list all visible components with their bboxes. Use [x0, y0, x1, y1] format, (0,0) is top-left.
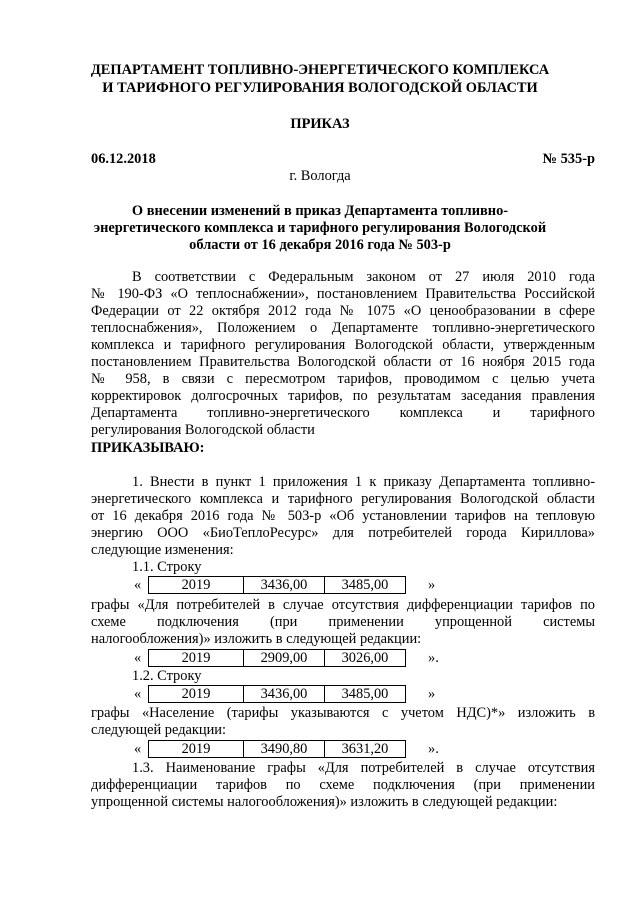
- tariff-value-cell: 3631,20: [325, 741, 406, 758]
- quote-open: «: [134, 741, 142, 757]
- item-1-line: 1. Внести в пункт 1 приложения 1 к приказу Департамента топливно-: [132, 474, 595, 490]
- tariff-value-cell: 3436,00: [244, 686, 325, 703]
- tariff-row-after-1-1: [148, 649, 406, 667]
- quote-close: ».: [428, 741, 439, 757]
- sub-1-3-line: упрощенной системы налогообложения)» изложить в следующей редакции:: [91, 794, 558, 810]
- sub-1-1-text-line: графы «Для потребителей в случае отсутствия дифференциации тарифов по: [91, 597, 595, 613]
- preamble-line: Федерации от 22 октября 2012 года № 1075 «О ценообразовании в сфере: [91, 303, 595, 319]
- preamble-line: Департамента топливно-энергетического комплекса и тарифного: [91, 405, 595, 421]
- title-line-1: О внесении изменений в приказ Департамента топливно-: [131, 203, 509, 219]
- tariff-value-cell: 2909,00: [244, 650, 325, 667]
- tariff-row-before-1-2: [148, 685, 406, 703]
- tariff-year-cell: 2019: [149, 650, 244, 667]
- document-date: 06.12.2018: [91, 151, 156, 167]
- preamble-line: № 190-ФЗ «О теплоснабжении», постановлением Правительства Российской: [91, 286, 595, 302]
- title-line-3: области от 16 декабря 2016 года № 503-р: [189, 237, 451, 253]
- tariff-year-cell: 2019: [149, 577, 244, 594]
- tariff-value-cell: 3026,00: [325, 650, 406, 667]
- tariff-value-cell: 3490,80: [244, 741, 325, 758]
- preamble-line: В соответствии с Федеральным законом от 27 июля 2010 года: [132, 269, 595, 285]
- tariff-row-before-1-1: [148, 576, 406, 594]
- tariff-year-cell: 2019: [149, 686, 244, 703]
- preamble-line: регулирования Вологодской области: [91, 422, 315, 438]
- tariff-value-cell: 3485,00: [325, 686, 406, 703]
- item-1-line: энергетического комплекса и тарифного регулирования Вологодской области: [91, 491, 595, 507]
- quote-open: «: [134, 577, 142, 593]
- department-name-line-1: ДЕПАРТАМЕНТ ТОПЛИВНО-ЭНЕРГЕТИЧЕСКОГО КОМПЛЕКСА: [90, 62, 550, 78]
- title-line-2: энергетического комплекса и тарифного регулирования Вологодской: [93, 220, 547, 236]
- quote-open: «: [134, 650, 142, 666]
- sub-1-2-text-line: графы «Население (тарифы указываются с учетом НДС)*» изложить в: [91, 705, 595, 721]
- tariff-year-cell: 2019: [149, 741, 244, 758]
- quote-open: «: [134, 686, 142, 702]
- preamble-line: корректировок долгосрочных тарифов, по результатам заседания правления: [91, 388, 595, 404]
- city: г. Вологда: [289, 168, 351, 184]
- item-1-line: энергию ООО «БиоТеплоРесурс» для потребителей города Кириллова»: [91, 525, 595, 541]
- tariff-row-after-1-2: [148, 740, 406, 758]
- quote-close: ».: [428, 650, 439, 666]
- item-1-line: от 16 декабря 2016 года № 503-р «Об установлении тарифов на тепловую: [91, 508, 595, 524]
- quote-close: »: [428, 577, 436, 593]
- document-type: ПРИКАЗ: [290, 116, 350, 132]
- sub-1-2-text-line: следующей редакции:: [91, 722, 226, 738]
- item-1-line: следующие изменения:: [91, 542, 234, 558]
- sub-1-2-label: 1.2. Строку: [132, 668, 202, 684]
- preamble-line: теплоснабжения», Положением о Департаменте топливно-энергетического: [91, 320, 595, 336]
- preamble-line: № 958, в связи с пересмотром тарифов, проводимом с целью учета: [91, 371, 595, 387]
- quote-close: »: [428, 686, 436, 702]
- tariff-value-cell: 3436,00: [244, 577, 325, 594]
- sub-1-1-text-line: схеме подключения (при применении упрощенной системы: [91, 614, 595, 630]
- sub-1-3-line: 1.3. Наименование графы «Для потребителей в случае отсутствия: [132, 760, 595, 776]
- order-word: ПРИКАЗЫВАЮ:: [91, 440, 205, 456]
- preamble-line: комплекса и тарифного регулирования Вологодской области, утвержденным: [91, 337, 595, 353]
- sub-1-1-label: 1.1. Строку: [132, 559, 202, 575]
- sub-1-3-line: дифференциации тарифов по схеме подключения (при применении: [91, 777, 595, 793]
- department-name-line-2: И ТАРИФНОГО РЕГУЛИРОВАНИЯ ВОЛОГОДСКОЙ ОБЛАСТИ: [102, 80, 538, 96]
- tariff-value-cell: 3485,00: [325, 577, 406, 594]
- document-number: № 535-р: [542, 151, 595, 167]
- preamble-line: постановлением Правительства Вологодской области от 16 ноября 2015 года: [91, 354, 595, 370]
- sub-1-1-text-line: налогообложения)» изложить в следующей редакции:: [91, 631, 422, 647]
